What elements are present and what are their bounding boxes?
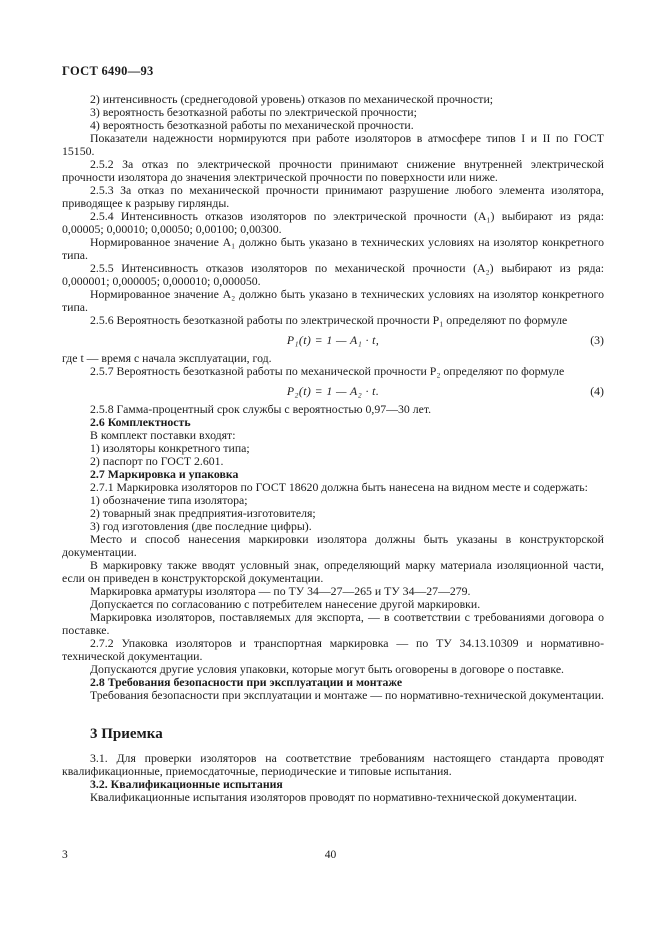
formula-3-number: (3) — [590, 333, 604, 347]
document-body — [62, 93, 604, 804]
para-normalized-a1: Нормированное значение A₁ должно быть указано в технических условиях на изолятор конкретного типа. — [62, 235, 604, 262]
list-item-passport: 2) паспорт по ГОСТ 2.601. — [90, 454, 224, 468]
para-where-t: где t — время с начала эксплуатации, год. — [62, 351, 272, 365]
para-qualification-tests: Квалификационные испытания изоляторов проводят по нормативно-технической документации. — [90, 790, 578, 804]
formula-3 — [62, 334, 604, 347]
para-normalized-a2: Нормированное значение A₂ должно быть указано в технических условиях на изолятор конкретного типа. — [62, 287, 604, 314]
list-item-4: 4) вероятность безотказной работы по механической прочности. — [90, 118, 414, 132]
list-item-2: 2) интенсивность (среднегодовой уровень) отказов по механической прочности; — [90, 92, 494, 106]
para-delivery-set: В комплект поставки входят: — [90, 428, 236, 442]
para-reliability-atmosphere: Показатели надежности нормируются при работе изоляторов в атмосфере типов I и II по ГОСТ 15150. — [62, 131, 604, 158]
clause-2-5-8: 2.5.8 Гамма-процентный срок службы с вероятностью 0,97—30 лет. — [90, 402, 432, 416]
clause-2-5-2: 2.5.2 За отказ по электрической прочности принимают снижение внутренней электрической прочности изолятора до значения электрической прочности по поверхности или ниже. — [62, 157, 604, 184]
clause-2-5-5: 2.5.5 Интенсивность отказов изоляторов по механической прочности (A₂) выбирают из ряда: 0,000001; 0,000005; 0,000010; 0,000050. — [62, 261, 604, 288]
formula-4-number: (4) — [590, 384, 604, 398]
clause-2-5-7: 2.5.7 Вероятность безотказной работы по механической прочности P₂ определяют по формуле — [90, 364, 565, 378]
page-number-center: 40 — [324, 849, 337, 861]
subsection-heading-2-8: 2.8 Требования безопасности при эксплуатации и монтаже — [90, 675, 403, 689]
para-export-marking: Маркировка изоляторов, поставляемых для экспорта, — в соответствии с требованиями договора о поставке. — [62, 610, 604, 637]
para-marking-symbol: В маркировку также вводят условный знак, определяющий марку материала изоляционной части, если он приведен в конструкторской документации. — [62, 558, 604, 585]
section-heading-3: 3 Приемка — [90, 726, 163, 742]
page-number-left: 3 — [62, 849, 68, 861]
para-other-marking: Допускается по согласованию с потребителем нанесение другой маркировки. — [90, 597, 481, 611]
list-item-trademark: 2) товарный знак предприятия-изготовителя; — [90, 506, 316, 520]
para-safety-requirements: Требования безопасности при эксплуатации и монтаже — по нормативно-технической документации. — [90, 688, 604, 702]
clause-2-7-1: 2.7.1 Маркировка изоляторов по ГОСТ 18620 должна быть нанесена на видном месте и содержать: — [90, 480, 588, 494]
list-item-insulators: 1) изоляторы конкретного типа; — [90, 441, 250, 455]
clause-2-5-4: 2.5.4 Интенсивность отказов изоляторов по электрической прочности (A₁) выбирают из ряда: 0,00005; 0,00010; 0,00050; 0,00100; 0,00300. — [62, 209, 604, 236]
para-marking-place: Место и способ нанесения маркировки изолятора должны быть указаны в конструкторской документации. — [62, 532, 604, 559]
list-item-3: 3) вероятность безотказной работы по электрической прочности; — [90, 105, 417, 119]
clause-2-7-2: 2.7.2 Упаковка изоляторов и транспортная маркировка — по ТУ 34.13.10309 и нормативно-технической документации. — [62, 636, 604, 663]
para-other-packaging: Допускаются другие условия упаковки, которые могут быть оговорены в договоре о поставке. — [90, 662, 565, 676]
formula-3-expression: P₁(t) = 1 — A₁ · t, — [286, 333, 380, 347]
para-fittings-marking: Маркировка арматуры изолятора — по ТУ 34—27—265 и ТУ 34—27—279. — [90, 584, 471, 598]
clause-2-5-3: 2.5.3 За отказ по механической прочности принимают разрушение любого элемента изолятора, приводящее к разрыву гирлянды. — [62, 183, 604, 210]
formula-4-expression: P₂(t) = 1 — A₂ · t. — [286, 384, 380, 398]
clause-3-1: 3.1. Для проверки изоляторов на соответствие требованиям настоящего стандарта проводят квалификационные, приемосдаточные, периодические и типовые испытания. — [62, 751, 604, 778]
formula-4 — [62, 385, 604, 398]
list-item-year: 3) год изготовления (две последние цифры). — [90, 519, 312, 533]
doc-number: ГОСТ 6490—93 — [62, 64, 154, 78]
subsection-heading-3-2: 3.2. Квалификационные испытания — [90, 777, 283, 791]
list-item-type-designation: 1) обозначение типа изолятора; — [90, 493, 248, 507]
subsection-heading-2-6: 2.6 Комплектность — [90, 415, 191, 429]
subsection-heading-2-7: 2.7 Маркировка и упаковка — [90, 467, 239, 481]
clause-2-5-6: 2.5.6 Вероятность безотказной работы по электрической прочности P₁ определяют по формуле — [90, 313, 568, 327]
